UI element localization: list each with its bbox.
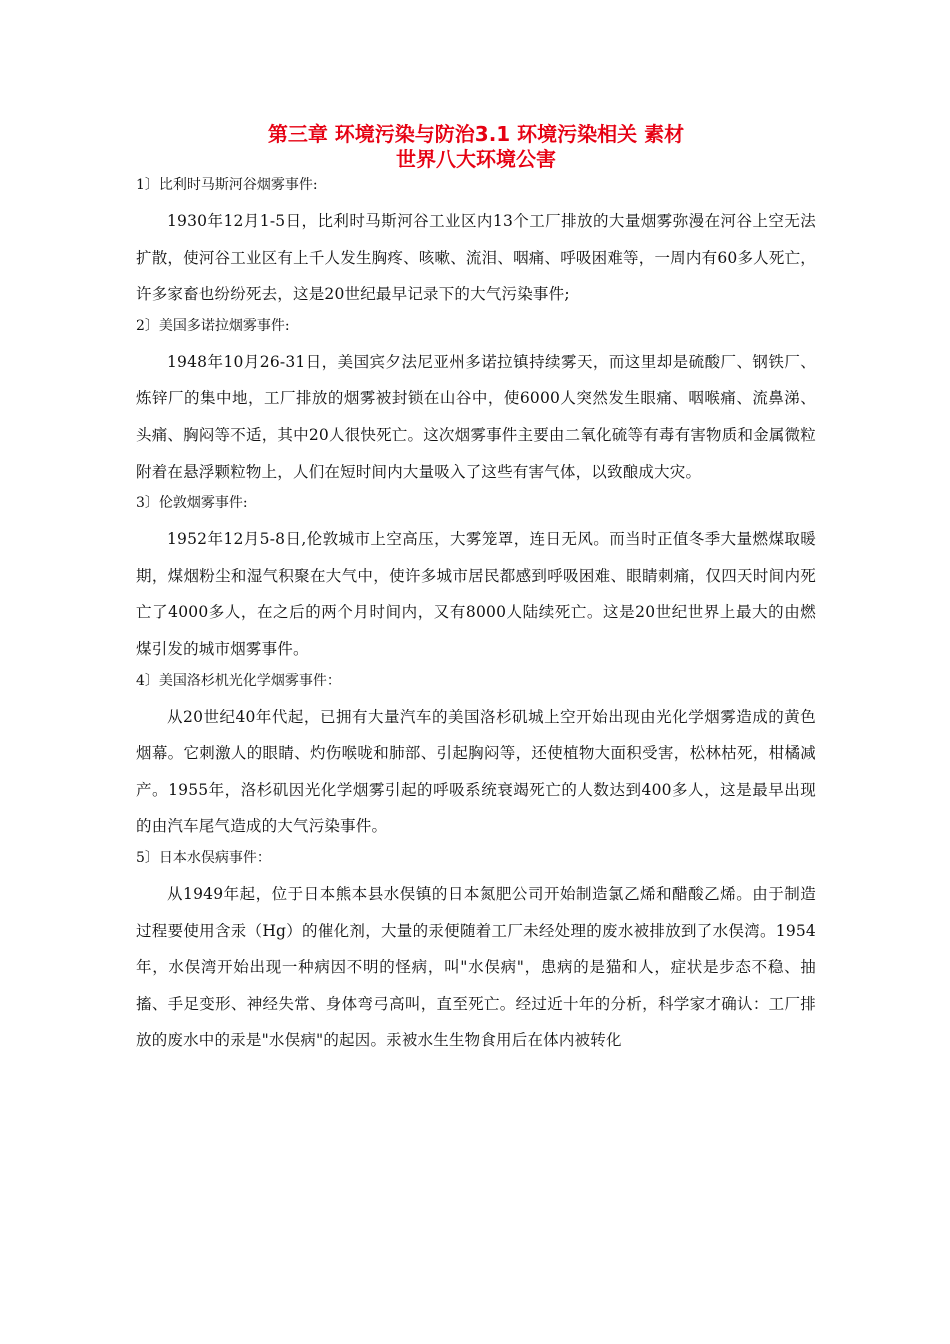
document-body [136,122,816,1061]
section-heading: 4〕美国洛杉机光化学烟雾事件： [136,672,341,689]
section-paragraph: 从20世纪40年代起，已拥有大量汽车的美国洛杉矶城上空开始出现由光化学烟雾造成的黄色烟幕。它刺激人的眼睛、灼伤喉咙和肺部、引起胸闷等，还使植物大面积受害，松林枯死，柑橘减产。1955年，洛杉矶因光化学烟雾引起的呼吸系统衰竭死亡的人数达到400多人，这是最早出现的由汽车尾气造成的大气污染事件。 [136,707,816,836]
section-paragraph: 1948年10月26-31日，美国宾夕法尼亚州多诺拉镇持续雾天，而这里却是硫酸厂、钢铁厂、炼锌厂的集中地，工厂排放的烟雾被封锁在山谷中，使6000人突然发生眼痛、咽喉痛、流鼻涕、头痛、胸闷等不适，其中20人很快死亡。这次烟雾事件主要由二氧化硫等有毒有害物质和金属微粒附着在悬浮颗粒物上，人们在短时间内大量吸入了这些有害气体，以致酿成大灾。 [136,352,816,481]
section-paragraph: 1952年12月5-8日,伦敦城市上空高压，大雾笼罩，连日无风。而当时正值冬季大量燃煤取暖期，煤烟粉尘和湿气积聚在大气中，使许多城市居民都感到呼吸困难、眼睛刺痛，仅四天时间内死亡了4000多人，在之后的两个月时间内，又有8000人陆续死亡。这是20世纪世界上最大的由燃煤引发的城市烟雾事件。 [136,530,816,658]
section-1 [136,176,816,313]
section-heading: 5〕日本水俣病事件： [136,849,271,866]
title-line-1: 第三章 环境污染与防治3.1 环境污染相关 素材 [267,122,685,146]
section-paragraph: 1930年12月1-5日，比利时马斯河谷工业区内13个工厂排放的大量烟雾弥漫在河谷上空无法扩散，使河谷工业区有上千人发生胸疼、咳嗽、流泪、咽痛、呼吸困难等，一周内有60多人死亡，许多家畜也纷纷死去，这是20世纪最早记录下的大气污染事件; [136,212,816,304]
section-heading: 3〕伦敦烟雾事件: [136,495,248,512]
section-5 [136,849,816,1059]
section-heading: 1〕比利时马斯河谷烟雾事件: [136,177,318,193]
section-heading: 2〕美国多诺拉烟雾事件: [136,317,290,334]
section-paragraph: 从1949年起，位于日本熊本县水俣镇的日本氮肥公司开始制造氯乙烯和醋酸乙烯。由于制造过程要使用含汞（Hg）的催化剂，大量的汞便随着工厂未经处理的废水被排放到了水俣湾。1954年，水俣湾开始出现一种病因不明的怪病，叫"水俣病"，患病的是猫和人，症状是步态不稳、抽搐、手足变形、神经失常、身体弯弓高叫，直至死亡。经过近十年的分析，科学家才确认：工厂排放的废水中的汞是"水俣病"的起因。汞被水生生物食用后在体内被转化 [136,884,816,1050]
document-title [136,122,816,172]
title-line-2: 世界八大环境公害 [396,147,556,171]
section-3 [136,494,816,667]
section-4 [136,672,816,845]
section-2 [136,317,816,490]
